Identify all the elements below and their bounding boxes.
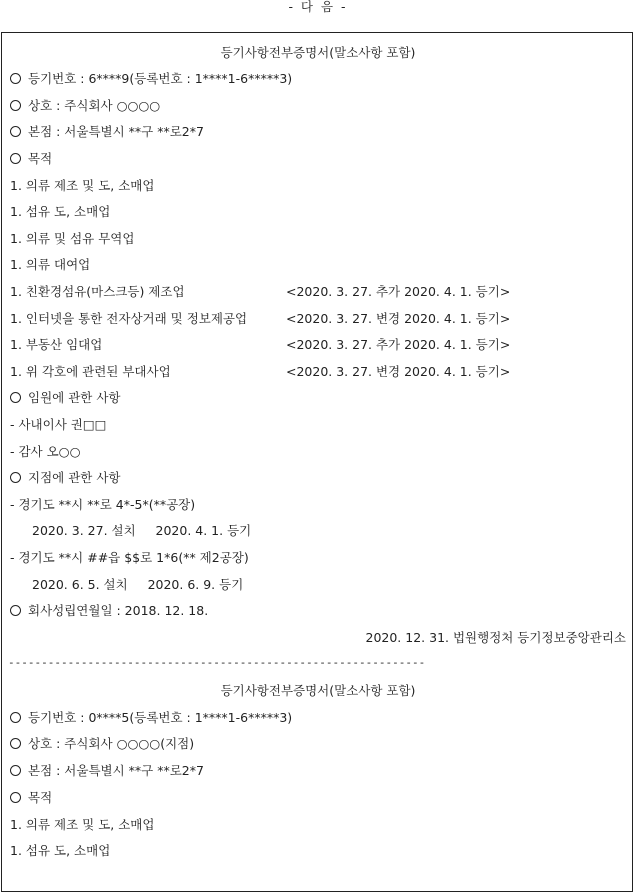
established-row [10,603,208,619]
issuer-line: 2020. 12. 31. 법원행정처 등기정보중앙관리소 [365,630,626,645]
document-heading: - 다 음 - [288,0,348,14]
purpose-item: 1. 위 각호에 관련된 부대사업 [10,364,171,379]
purpose-title-row-1 [10,151,52,167]
head-office-row-1 [10,124,204,140]
head-office-text: 본점 : 서울특별시 **구 **로2*7 [28,124,204,139]
certificate-box [1,32,633,892]
reg-no-row-2 [10,710,292,726]
purpose-note: <2020. 3. 27. 추가 2020. 4. 1. 등기> [286,337,511,352]
circle-bullet-icon [10,392,21,403]
purpose-item: 1. 부동산 임대업 [10,337,103,352]
circle-bullet-icon [10,792,21,803]
purpose-item: 1. 의류 및 섬유 무역업 [10,231,135,246]
purpose-item: 1. 섬유 도, 소매업 [10,204,111,219]
circle-bullet-icon [10,605,21,616]
purpose-note: <2020. 3. 27. 추가 2020. 4. 1. 등기> [286,284,511,299]
officer-item: - 감사 오○○ [10,444,81,459]
certificate-title-1: 등기사항전부증명서(말소사항 포함) [220,45,416,60]
reg-no-row-1 [10,71,292,87]
company-row-1 [10,98,160,114]
purpose-note: <2020. 3. 27. 변경 2020. 4. 1. 등기> [286,364,511,379]
circle-bullet-icon [10,712,21,723]
reg-no-text: 등기번호 : 0****5(등록번호 : 1****1-6*****3) [28,710,293,725]
branch-date: 2020. 3. 27. 설치 2020. 4. 1. 등기 [32,523,252,538]
company-text: 상호 : 주식회사 ○○○○(지점) [28,736,195,751]
purpose-title-row-2 [10,790,52,806]
section-divider: --------------------------------------------------------------- [8,656,426,669]
purpose-note: <2020. 3. 27. 변경 2020. 4. 1. 등기> [286,311,511,326]
branch-item: - 경기도 **시 **로 4*-5*(**공장) [10,497,196,512]
circle-bullet-icon [10,100,21,111]
officers-title-text: 임원에 관한 사항 [28,390,121,405]
branch-item: - 경기도 **시 ##읍 $$로 1*6(** 제2공장) [10,550,249,565]
company-text: 상호 : 주식회사 ○○○○ [28,98,161,113]
branches-title-row [10,470,120,486]
purpose-title-text: 목적 [28,790,53,805]
circle-bullet-icon [10,73,21,84]
branches-title-text: 지점에 관한 사항 [28,470,121,485]
purpose-item: 1. 인터넷을 통한 전자상거래 및 정보제공업 [10,311,248,326]
circle-bullet-icon [10,738,21,749]
branch-date: 2020. 6. 5. 설치 2020. 6. 9. 등기 [32,577,244,592]
purpose-item: 1. 섬유 도, 소매업 [10,843,111,858]
purpose-item: 1. 의류 제조 및 도, 소매업 [10,817,155,832]
purpose-item: 1. 친환경섬유(마스크등) 제조업 [10,284,185,299]
established-text: 회사성립연월일 : 2018. 12. 18. [28,603,209,618]
purpose-item: 1. 의류 제조 및 도, 소매업 [10,178,155,193]
head-office-row-2 [10,763,204,779]
officers-title-row [10,390,120,406]
reg-no-text: 등기번호 : 6****9(등록번호 : 1****1-6*****3) [28,71,293,86]
circle-bullet-icon [10,153,21,164]
circle-bullet-icon [10,126,21,137]
purpose-item: 1. 의류 대여업 [10,257,91,272]
circle-bullet-icon [10,765,21,776]
certificate-title-2: 등기사항전부증명서(말소사항 포함) [220,683,416,698]
officer-item: - 사내이사 권□□ [10,417,107,432]
company-row-2 [10,736,194,752]
circle-bullet-icon [10,472,21,483]
head-office-text: 본점 : 서울특별시 **구 **로2*7 [28,763,204,778]
purpose-title-text: 목적 [28,151,53,166]
